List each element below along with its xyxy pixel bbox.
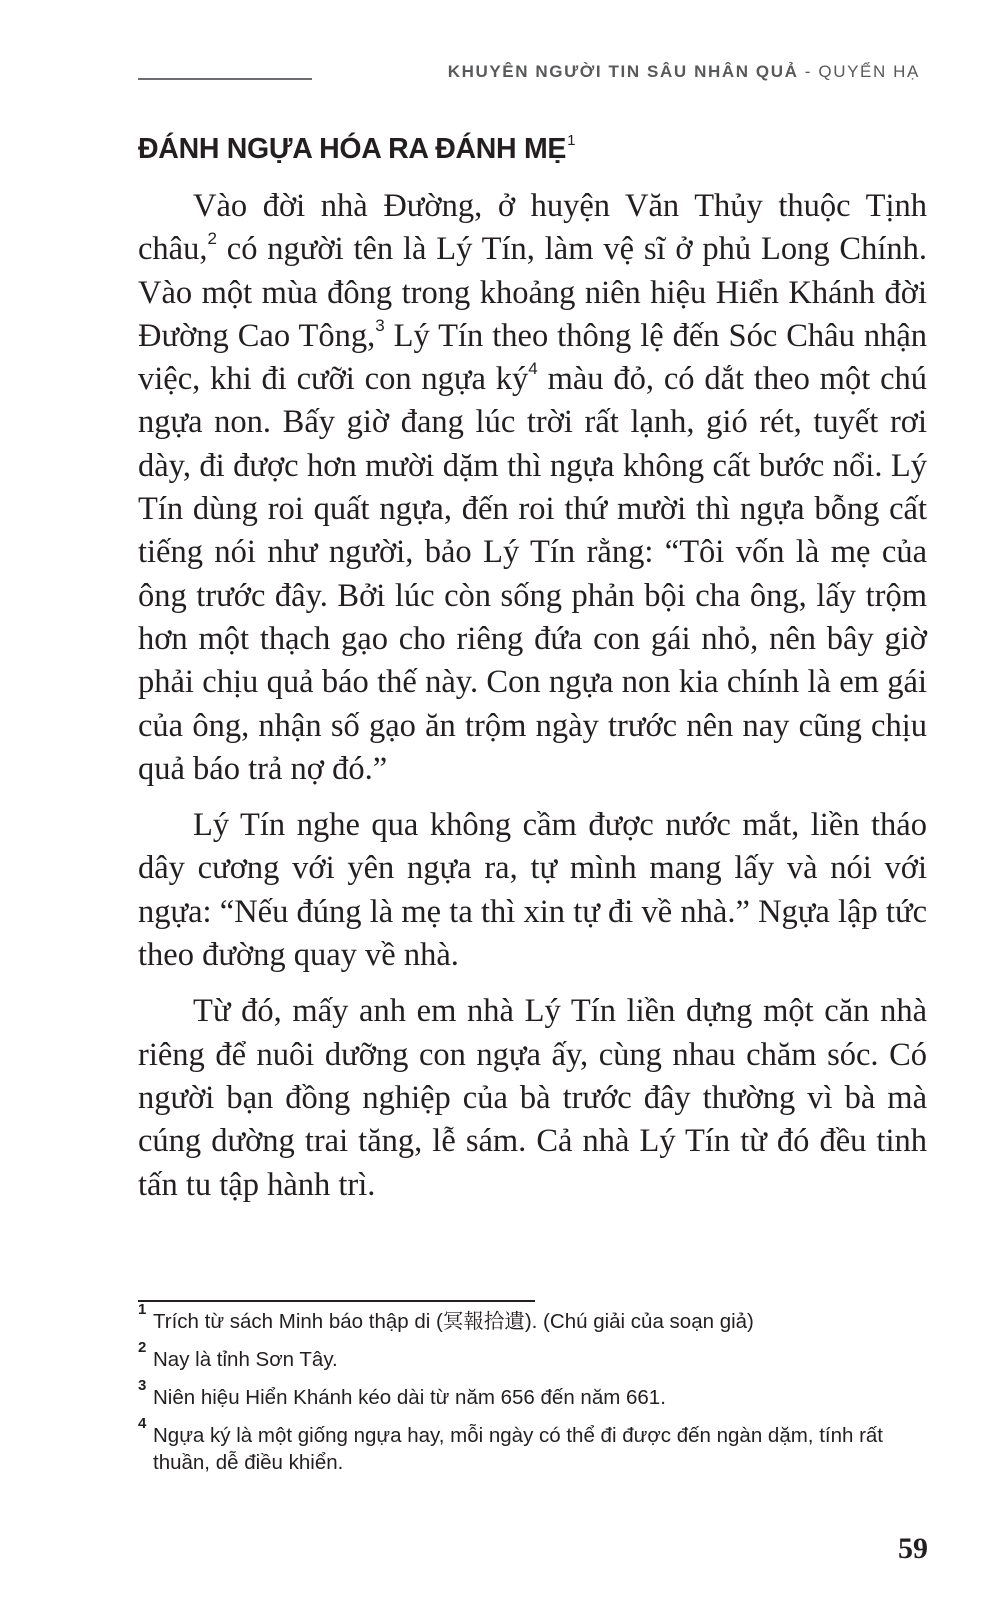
footnote-number: 3 <box>138 1377 147 1394</box>
paragraph-text: màu đỏ, có dắt theo một chú ngựa non. Bấy giờ đang lúc trời rất lạnh, gió rét, tuyết rơi dày, đi được hơn mười dặm thì ngựa không cất bước nổi. Lý Tín dùng roi quất ngựa, đến roi thứ mười thì ngựa bỗng cất tiếng nói như người, bảo Lý Tín rằng: “Tôi vốn là mẹ của ông trước đây. Bởi lúc còn sống phản bội cha ông, lấy trộm hơn một thạch gạo cho riêng đứa con gái nhỏ, nên bây giờ phải chịu quả báo thế này. Con ngựa non kia chính là em gái của ông, nhận số gạo ăn trộm ngày trước nên nay cũng chịu quả báo trả nợ đó.” <box>138 361 927 787</box>
paragraph-text: có người tên là Lý Tín, làm vệ sĩ ở phủ Long Chính. Vào một mùa đông trong khoảng niên hiệu Hiển Khánh đời Đường Cao Tông, <box>138 231 927 354</box>
footnote-rule <box>138 1300 535 1302</box>
footnote-text: Ngựa ký là một giống ngựa hay, mỗi ngày có thể đi được đến ngàn dặm, tính rất thuần, dễ điều khiển. <box>153 1424 884 1474</box>
footnote-text: Niên hiệu Hiển Khánh kéo dài từ năm 656 đến năm 661. <box>153 1386 666 1409</box>
footnote-ref-3: 3 <box>375 315 385 335</box>
paragraph-text: Lý Tín theo thông lệ đến Sóc Châu nhận việc, khi đi cưỡi con ngựa ký <box>138 317 927 398</box>
footnote-ref-1: 1 <box>567 132 576 149</box>
story-body <box>138 185 927 1207</box>
footnote-number: 1 <box>138 1301 147 1318</box>
paragraph-text: Vào đời nhà Đường, ở huyện Văn Thủy thuộc Tịnh châu, <box>138 188 927 268</box>
running-head-book-title: KHUYÊN NGƯỜI TIN SÂU NHÂN QUẢ <box>447 62 799 81</box>
footnotes <box>138 1301 938 1487</box>
footnote-3 <box>138 1377 938 1411</box>
footnote-ref-2: 2 <box>207 229 217 249</box>
paragraph-1 <box>138 185 927 791</box>
header-rule <box>138 78 312 80</box>
paragraph-2: Lý Tín nghe qua không cầm được nước mắt, liền tháo dây cương với yên ngựa ra, tự mình mang lấy và nói với ngựa: “Nếu đúng là mẹ ta thì xin tự đi về nhà.” Ngựa lập tức theo đường quay về nhà. <box>138 807 927 974</box>
footnote-text: Trích từ sách Minh báo thập di (冥報拾遺). (Chú giải của soạn giả) <box>153 1310 754 1333</box>
running-head-separator: - <box>798 62 819 81</box>
page-number: 59 <box>898 1532 928 1565</box>
story-title-text: ĐÁNH NGỰA HÓA RA ĐÁNH MẸ <box>138 133 567 165</box>
footnote-2 <box>138 1339 938 1373</box>
footnote-number: 2 <box>138 1339 147 1356</box>
footnote-4 <box>138 1415 938 1476</box>
paragraph-3: Từ đó, mấy anh em nhà Lý Tín liền dựng một căn nhà riêng để nuôi dưỡng con ngựa ấy, cùng nhau chăm sóc. Có người bạn đồng nghiệp của bà trước đây thường vì bà mà cúng dường trai tăng, lễ sám. Cả nhà Lý Tín từ đó đều tinh tấn tu tập hành trì. <box>138 993 927 1203</box>
footnote-ref-4: 4 <box>528 359 538 379</box>
story-title <box>138 132 575 166</box>
footnote-text: Nay là tỉnh Sơn Tây. <box>153 1348 338 1371</box>
footnote-1 <box>138 1301 938 1335</box>
footnote-number: 4 <box>138 1415 147 1432</box>
running-head <box>448 62 920 82</box>
running-head-volume: QUYỂN HẠ <box>818 62 920 81</box>
